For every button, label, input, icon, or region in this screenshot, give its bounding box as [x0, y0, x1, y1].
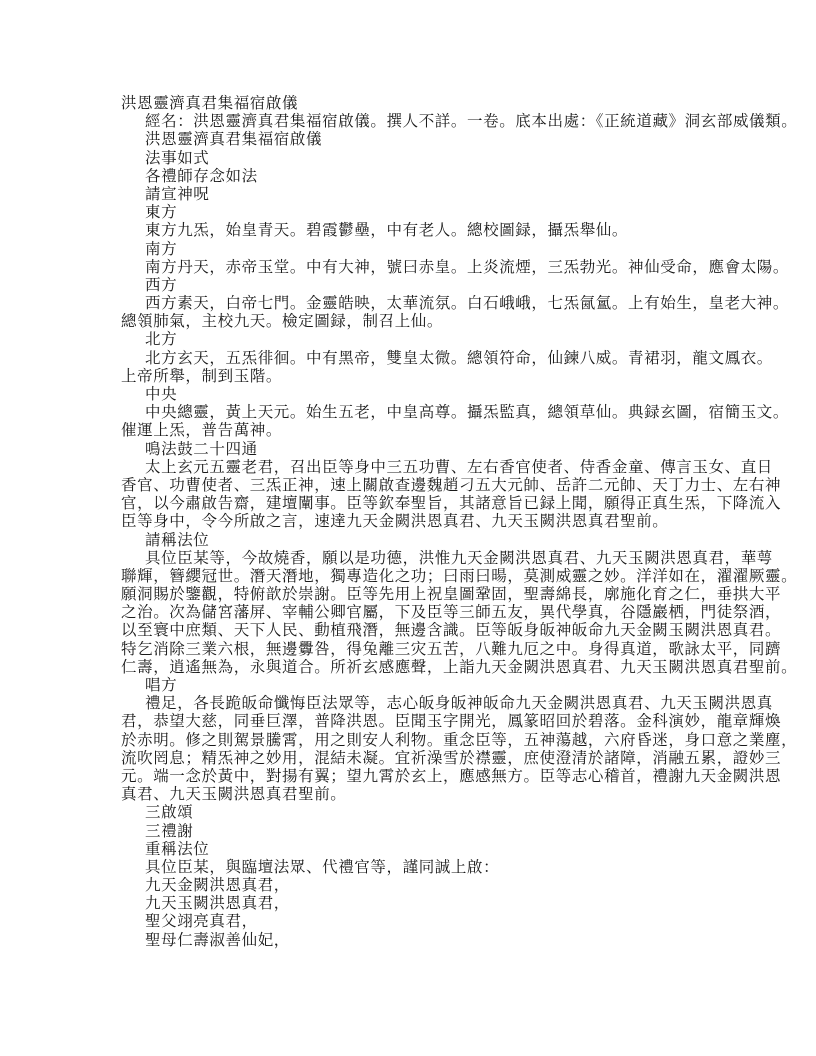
paragraph-line: 元。端一念於黃中，對揚有翼；望九霄於玄上，應感無方。臣等志心稽首，禮謝九天金闕洪恩 — [121, 766, 782, 785]
paragraph-line: 真君、九天玉闕洪恩真君聖前。 — [121, 785, 347, 804]
paragraph-line: 上帝所舉，制到玉階。 — [121, 366, 283, 385]
document-title: 洪恩靈濟真君集福宿啟儀 — [121, 94, 299, 112]
section-heading-center: 中央 — [145, 385, 178, 403]
paragraph-line: 聯輝，簪纓冠世。潛天潛地，獨專造化之功；曰雨曰暘，莫測威靈之妙。洋洋如在，濯濯厥靈。 — [121, 566, 798, 585]
section-heading: 唱方 — [145, 676, 178, 694]
section-heading: 請宣神呪 — [145, 184, 210, 203]
section-heading-north: 北方 — [145, 330, 178, 349]
paragraph-line: 南方丹天，赤帝玉堂。中有大神，號曰赤皇。上炎流煙，三炁勃光。神仙受命，應會太陽。 — [145, 257, 790, 276]
paragraph-line: 特乞消除三業六根，無邊釁咎，得兔離三灾五苦，八難九厄之中。身得真道，歌詠太平，同躋 — [121, 639, 782, 658]
section-heading: 三啟頌 — [145, 803, 194, 822]
section-heading-west: 西方 — [145, 275, 178, 294]
paragraph-line: 禮足，各長跪皈命懺悔臣法眾等，志心皈身皈神皈命九天金闕洪恩真君、九天玉闕洪恩真 — [145, 694, 773, 713]
paragraph-line: 君，恭望大慈，同垂巨澤，普降洪恩。臣聞玉字開光，鳳篆昭回於碧落。金科演妙，龍章輝煥 — [121, 712, 782, 731]
paragraph-line: 以至寰中庶類、天下人民、動植飛潛，無邊含識。臣等皈身皈神皈命九天金闕玉闕洪恩真君。 — [121, 621, 782, 640]
paragraph-line: 仁壽，逍遙無為，永與道合。所祈玄感應聲，上詣九天金闕洪恩真君、九天玉闕洪恩真君聖前。 — [121, 657, 798, 676]
paragraph-line: 西方素天，白帝七門。金靈皓映，太華流氛。白石峨峨，七炁氤氳。上有始生，皇老大神。 — [145, 294, 790, 313]
document-page — [121, 94, 798, 949]
paragraph-line: 願洞賜於鑒觀，特俯歆於崇謝。臣等先用上祝皇圖鞏固，聖壽綿長，廓施化育之仁，垂拱大平 — [121, 585, 782, 604]
scripture-info: 經名：洪恩靈濟真君集福宿啟儀。撰人不詳。一卷。底本出處：《正統道藏》洞玄部威儀類。 — [145, 112, 798, 131]
deity-name-line: 聖父翊亮真君， — [145, 912, 258, 931]
paragraph-line: 催運上炁，普告萬神。 — [121, 421, 283, 440]
paragraph-line: 之治。次為儲宮藩屏、宰輔公卿官屬，下及臣等三師五友，異代學真，谷隱巖栖，門徒祭酒， — [121, 603, 782, 622]
paragraph-line: 官，以今肅啟告齋，建壇闡事。臣等欽奉聖旨，其諸意旨已録上聞，願得正真生炁，下降流入 — [121, 494, 782, 513]
section-heading: 鳴法鼓二十四通 — [145, 439, 258, 458]
paragraph-line: 具位臣某，與臨壇法眾、代禮官等，謹同誠上啟： — [145, 857, 500, 876]
deity-name-line: 聖母仁壽淑善仙妃， — [145, 930, 290, 949]
paragraph-line: 流吹罔息；精炁神之妙用，混結未凝。宜祈澡雪於襟靈，庶使澄清於諸障，消融五累，證妙三 — [121, 748, 782, 767]
paragraph-line: 於赤明。修之則駕景騰霄，用之則安人利物。重念臣等，五神蕩越，六府昏迷，身口意之業塵， — [121, 730, 798, 749]
section-heading: 重稱法位 — [145, 839, 210, 858]
paragraph-line: 中央總靈，黃上天元。始生五老，中皇高尊。攝炁監真，總領草仙。典録玄圖，宿簡玉文。 — [145, 403, 790, 422]
paragraph-line: 臣等身中，令今所啟之言，速達九天金闕洪恩真君、九天玉闕洪恩真君聖前。 — [121, 512, 669, 531]
section-heading: 各禮師存念如法 — [145, 166, 258, 185]
section-heading: 請稱法位 — [145, 530, 210, 549]
section-heading: 法事如式 — [145, 148, 210, 167]
section-heading: 三禮謝 — [145, 821, 194, 840]
paragraph-line: 香官、功曹使者、三炁正神，速上關啟查邊魏趙刁五大元帥、岳許二元帥、天丁力士、左右神 — [121, 475, 782, 494]
subtitle: 洪恩靈濟真君集福宿啟儀 — [145, 130, 323, 149]
paragraph-line: 總領肺氣，主校九天。檢定圖録，制召上仙。 — [121, 312, 444, 331]
paragraph-line: 東方九炁，始皇青天。碧霞鬱壘，中有老人。總校圖録，攝炁舉仙。 — [145, 221, 629, 240]
paragraph-line: 北方玄天，五炁徘徊。中有黑帝，雙皇太微。總領符命，仙鍊八威。青裙羽，龍文鳳衣。 — [145, 348, 773, 367]
paragraph-line: 具位臣某等，今故燒香，願以是功德，洪惟九天金闕洪恩真君、九天玉闕洪恩真君，華萼 — [145, 548, 773, 567]
deity-name-line: 九天玉闕洪恩真君， — [145, 894, 290, 913]
deity-name-line: 九天金闕洪恩真君， — [145, 876, 290, 895]
paragraph-line: 太上玄元五靈老君，召出臣等身中三五功曹、左右香官使者、侍香金童、傳言玉女、直日 — [145, 457, 773, 476]
section-heading-south: 南方 — [145, 239, 178, 258]
section-heading-east: 東方 — [145, 203, 178, 222]
